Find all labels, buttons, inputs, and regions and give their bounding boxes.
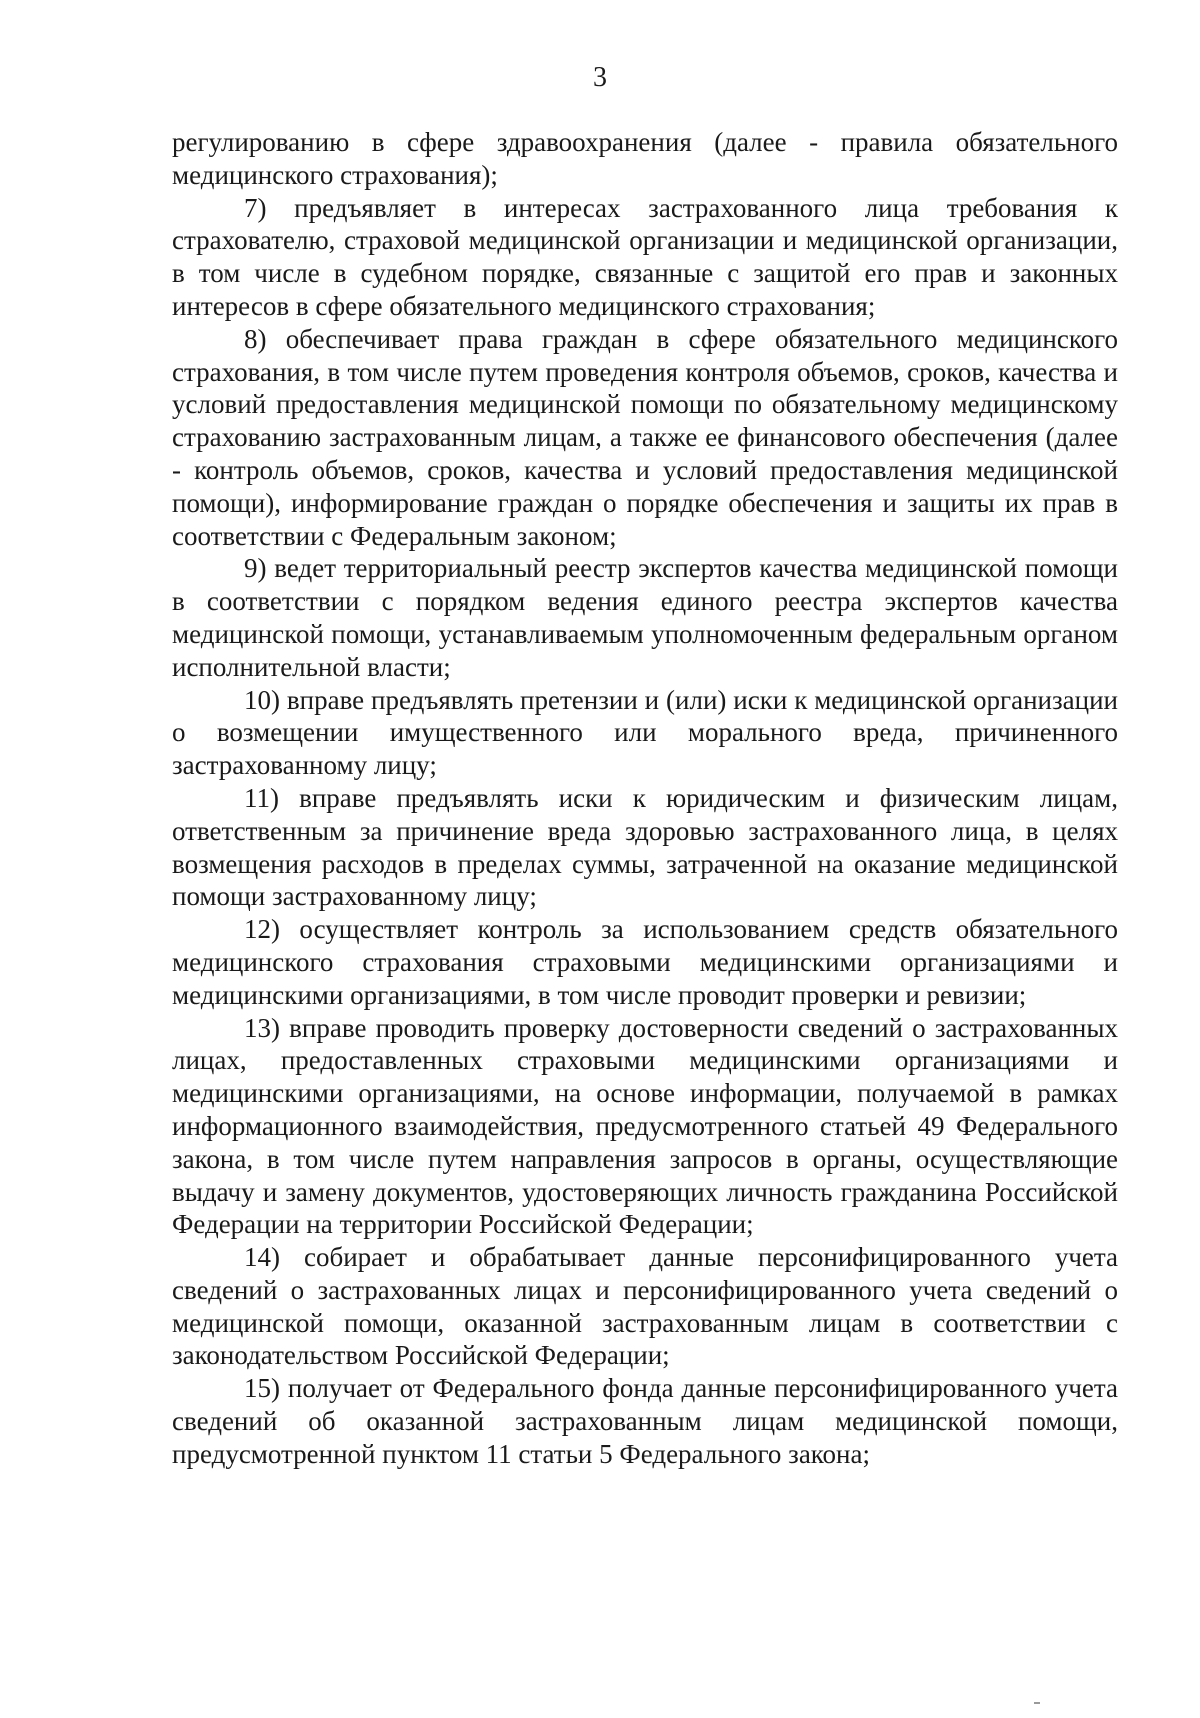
paragraph-item-9: 9) ведет территориальный реестр экспертов качества медицинской помощи в соответствии с порядком ведения единого реестра экспертов качества медицинской помощи, устанавливаемым уполномоченным федеральным органом исполнительной власти;	[172, 553, 1118, 682]
paragraph-item-13: 13) вправе проводить проверку достоверности сведений о застрахованных лицах, предоставленных страховыми медицинскими организациями и медицинскими организациями, на основе информации, получаемой в рамках информационного взаимодействия, предусмотренного статьей 49 Федерального закона, в том числе путем направления запросов в органы, осуществляющие выдачу и замену документов, удостоверяющих личность гражданина Российской Федерации на территории Российской Федерации;	[172, 1012, 1118, 1240]
scan-speck	[1034, 1702, 1040, 1704]
paragraph-item-7: 7) предъявляет в интересах застрахованного лица требования к страхователю, страховой медицинской организации и медицинской организации, в том числе в судебном порядке, связанные с защитой его прав и законных интересов в сфере обязательного медицинского страхования;	[172, 192, 1118, 321]
document-body	[172, 126, 1118, 1471]
paragraph-item-10: 10) вправе предъявлять претензии и (или) иски к медицинской организации о возмещении имущественного или морального вреда, причиненного застрахованному лицу;	[172, 684, 1118, 781]
paragraph-item-8: 8) обеспечивает права граждан в сфере обязательного медицинского страхования, в том числе путем проведения контроля объемов, сроков, качества и условий предоставления медицинской помощи по обязательному медицинскому страхованию застрахованным лицам, а также ее финансового обеспечения (далее - контроль объемов, сроков, качества и условий предоставления медицинской помощи), информирование граждан о порядке обеспечения и защиты их прав в соответствии с Федеральным законом;	[172, 323, 1118, 551]
paragraph-item-12: 12) осуществляет контроль за использованием средств обязательного медицинского страхования страховыми медицинскими организациями и медицинскими организациями, в том числе проводит проверки и ревизии;	[172, 914, 1118, 1010]
page-number: 3	[593, 62, 607, 93]
paragraph-item-14: 14) собирает и обрабатывает данные персонифицированного учета сведений о застрахованных лицах и персонифицированного учета сведений о медицинской помощи, оказанной застрахованным лицам в соответствии с законодательством Российской Федерации;	[172, 1242, 1118, 1371]
paragraph-continuation: регулированию в сфере здравоохранения (далее - правила обязательного медицинского страхования);	[172, 127, 1118, 190]
paragraph-item-15: 15) получает от Федерального фонда данные персонифицированного учета сведений об оказанной застрахованным лицам медицинской помощи, предусмотренной пунктом 11 статьи 5 Федерального закона;	[172, 1373, 1118, 1469]
paragraph-item-11: 11) вправе предъявлять иски к юридическим и физическим лицам, ответственным за причинение вреда здоровью застрахованного лица, в целях возмещения расходов в пределах суммы, затраченной на оказание медицинской помощи застрахованному лицу;	[172, 782, 1118, 912]
